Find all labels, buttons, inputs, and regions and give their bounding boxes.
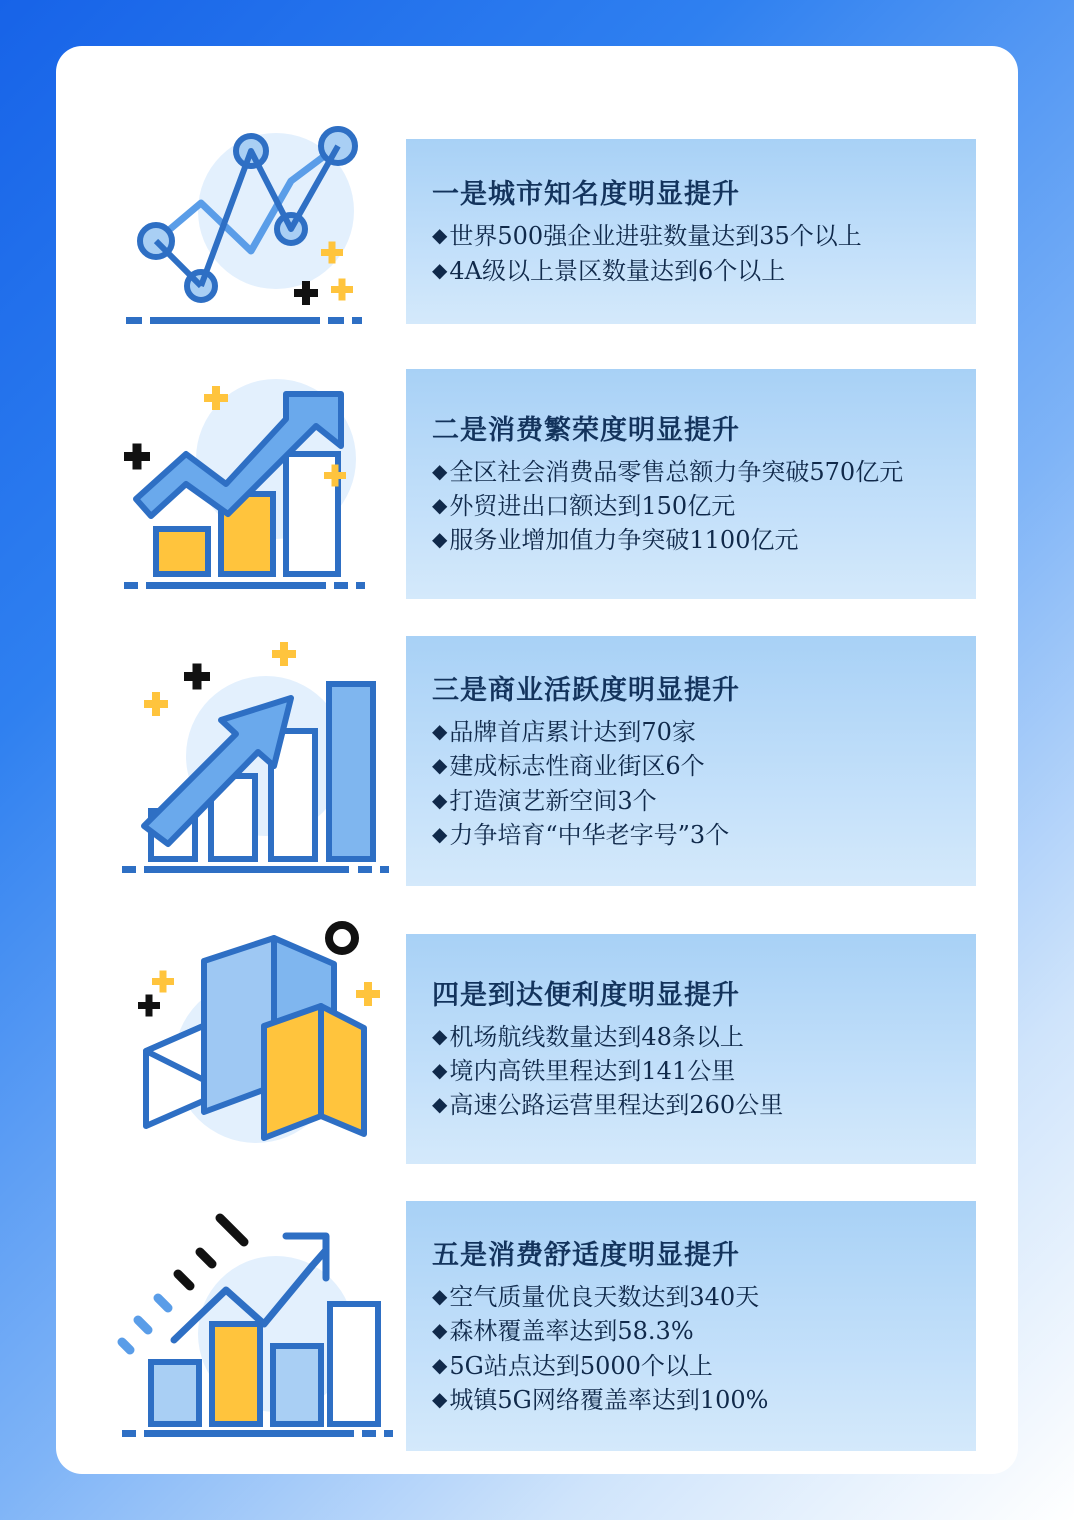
section-item bbox=[432, 523, 950, 557]
bullet-icon: ◆ bbox=[432, 787, 448, 812]
bullet-icon: ◆ bbox=[432, 223, 448, 248]
bullet-icon: ◆ bbox=[432, 1386, 448, 1411]
growth-bars-arrow-icon bbox=[106, 636, 406, 886]
bullet-icon: ◆ bbox=[432, 458, 448, 483]
section-item bbox=[432, 455, 950, 489]
section-item bbox=[432, 1054, 950, 1088]
section-item bbox=[432, 784, 950, 818]
section-row-3 bbox=[106, 621, 976, 901]
bullet-icon: ◆ bbox=[432, 1023, 448, 1048]
bullet-icon: ◆ bbox=[432, 257, 448, 282]
section-item bbox=[432, 1349, 950, 1383]
section-row-4 bbox=[106, 901, 976, 1196]
section-item bbox=[432, 1020, 950, 1054]
bar-chart-up-arrow-icon bbox=[106, 364, 406, 604]
infographic-page bbox=[56, 46, 1018, 1474]
section-item-text: 空气质量优良天数达到340天 bbox=[449, 1283, 760, 1312]
isometric-buildings-icon bbox=[106, 916, 406, 1181]
section-title-1: 一是城市知名度明显提升 bbox=[432, 179, 740, 211]
sections-list bbox=[56, 46, 1018, 1474]
bullet-icon: ◆ bbox=[432, 719, 448, 744]
bullet-icon: ◆ bbox=[432, 492, 448, 517]
section-item-text: 建成标志性商业街区6个 bbox=[449, 752, 705, 781]
bullet-icon: ◆ bbox=[432, 527, 448, 552]
line-chart-icon bbox=[106, 121, 406, 341]
section-item-text: 5G站点达到5000个以上 bbox=[449, 1351, 713, 1380]
section-item bbox=[432, 254, 950, 288]
section-item-text: 高速公路运营里程达到260公里 bbox=[449, 1091, 784, 1120]
section-item bbox=[432, 749, 950, 783]
section-item bbox=[432, 1314, 950, 1348]
section-item-text: 境内高铁里程达到141公里 bbox=[449, 1056, 736, 1085]
section-title-4: 四是到达便利度明显提升 bbox=[432, 979, 740, 1011]
section-title-3: 三是商业活跃度明显提升 bbox=[432, 675, 740, 707]
section-row-1 bbox=[106, 106, 976, 356]
bullet-icon: ◆ bbox=[432, 821, 448, 846]
bullet-icon: ◆ bbox=[432, 753, 448, 778]
section-row-2 bbox=[106, 346, 976, 621]
section-item bbox=[432, 1280, 950, 1314]
section-row-5 bbox=[106, 1191, 976, 1461]
bullet-icon: ◆ bbox=[432, 1352, 448, 1377]
section-item-text: 全区社会消费品零售总额力争突破570亿元 bbox=[449, 457, 904, 486]
section-item-text: 森林覆盖率达到58.3% bbox=[449, 1317, 694, 1346]
section-item bbox=[432, 818, 950, 852]
section-card-3 bbox=[406, 636, 976, 886]
section-item bbox=[432, 219, 950, 253]
section-item-text: 城镇5G网络覆盖率达到100% bbox=[449, 1385, 769, 1414]
dashed-arrow-bars-icon bbox=[106, 1204, 406, 1449]
section-item-text: 力争培育“中华老字号”3个 bbox=[449, 820, 730, 849]
bullet-icon: ◆ bbox=[432, 1092, 448, 1117]
section-card-1 bbox=[406, 139, 976, 324]
section-title-5: 五是消费舒适度明显提升 bbox=[432, 1240, 740, 1272]
section-item bbox=[432, 1383, 950, 1417]
bullet-icon: ◆ bbox=[432, 1057, 448, 1082]
section-item-text: 服务业增加值力争突破1100亿元 bbox=[449, 526, 799, 555]
section-item bbox=[432, 489, 950, 523]
section-title-2: 二是消费繁荣度明显提升 bbox=[432, 414, 740, 446]
section-item-text: 外贸进出口额达到150亿元 bbox=[449, 491, 736, 520]
section-card-4 bbox=[406, 934, 976, 1164]
section-item bbox=[432, 715, 950, 749]
section-item-text: 4A级以上景区数量达到6个以上 bbox=[449, 256, 786, 285]
section-card-2 bbox=[406, 369, 976, 599]
section-item bbox=[432, 1088, 950, 1122]
section-item-text: 机场航线数量达到48条以上 bbox=[449, 1022, 744, 1051]
section-card-5 bbox=[406, 1201, 976, 1451]
section-item-text: 世界500强企业进驻数量达到35个以上 bbox=[449, 222, 862, 251]
section-item-text: 打造演艺新空间3个 bbox=[449, 786, 657, 815]
section-item-text: 品牌首店累计达到70家 bbox=[449, 718, 696, 747]
bullet-icon: ◆ bbox=[432, 1318, 448, 1343]
bullet-icon: ◆ bbox=[432, 1284, 448, 1309]
